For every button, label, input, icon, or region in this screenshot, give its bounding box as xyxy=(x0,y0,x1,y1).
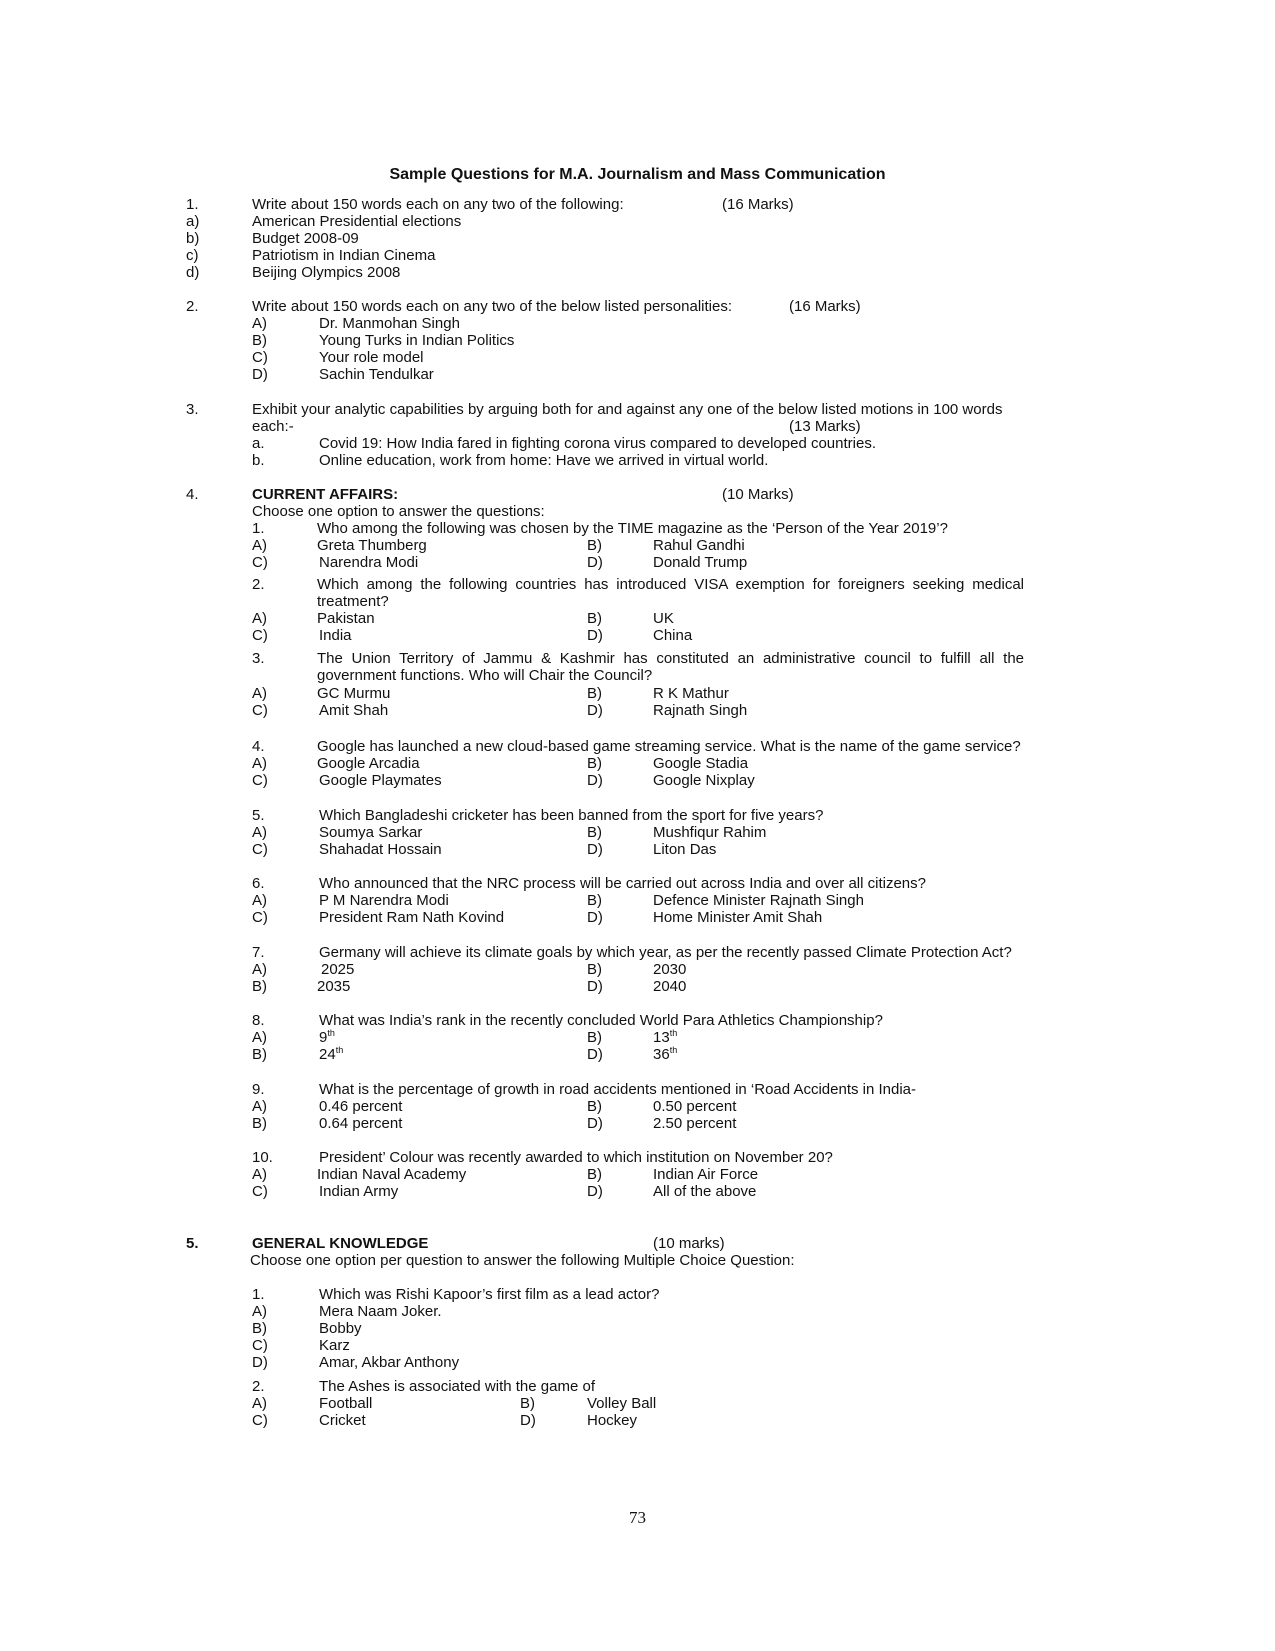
option-text: 13th xyxy=(653,1028,678,1046)
option-text: Volley Ball xyxy=(587,1395,657,1412)
question-number: 1. xyxy=(186,196,199,213)
option-text: Mushfiqur Rahim xyxy=(653,824,767,841)
item-label: b. xyxy=(252,452,265,469)
mcq-text: What was India’s rank in the recently concluded World Para Athletics Championship? xyxy=(319,1012,883,1029)
option-label: B) xyxy=(252,978,267,995)
option-label: B) xyxy=(252,1320,267,1337)
option-text: India xyxy=(319,627,352,644)
mcq-text: Which Bangladeshi cricketer has been banned from the sport for five years? xyxy=(319,807,824,824)
marks-label: (10 Marks) xyxy=(722,486,794,503)
item-text: Dr. Manmohan Singh xyxy=(319,315,460,332)
option-text: Google Arcadia xyxy=(317,755,420,772)
instruction-text: Choose one option to answer the questions: xyxy=(252,503,545,520)
mcq-number: 6. xyxy=(252,875,265,892)
mcq-text: Germany will achieve its climate goals by which year, as per the recently passed Climate Protection Act? xyxy=(319,944,1012,961)
mcq-number: 10. xyxy=(252,1149,273,1166)
option-label: B) xyxy=(587,537,602,554)
option-text: 0.64 percent xyxy=(319,1115,403,1132)
option-text: R K Mathur xyxy=(653,685,729,702)
option-text: Narendra Modi xyxy=(319,554,419,571)
option-label: B) xyxy=(587,961,602,978)
option-text: 24th xyxy=(319,1045,344,1063)
option-text: 2030 xyxy=(653,961,687,978)
question-number: 3. xyxy=(186,401,199,418)
option-text: Defence Minister Rajnath Singh xyxy=(653,892,864,909)
question-number: 4. xyxy=(186,486,199,503)
option-text: Home Minister Amit Shah xyxy=(653,909,823,926)
option-text: Rahul Gandhi xyxy=(653,537,745,554)
mcq-text: Which was Rishi Kapoor’s first film as a lead actor? xyxy=(319,1286,660,1303)
option-text: Amar, Akbar Anthony xyxy=(319,1354,460,1371)
option-label: D) xyxy=(587,702,603,719)
mcq-text: What is the percentage of growth in road accidents mentioned in ‘Road Accidents in India- xyxy=(319,1081,917,1098)
option-text: P M Narendra Modi xyxy=(319,892,449,909)
mcq-text: The Ashes is associated with the game of xyxy=(319,1378,595,1395)
option-text: Google Playmates xyxy=(319,772,442,789)
mcq-number: 2. xyxy=(252,1378,265,1395)
option-label: C) xyxy=(252,1183,268,1200)
option-label: B) xyxy=(587,1029,602,1046)
item-text: Patriotism in Indian Cinema xyxy=(252,247,436,264)
item-label: A) xyxy=(252,315,267,332)
option-label: D) xyxy=(587,1046,603,1063)
option-text: Greta Thumberg xyxy=(317,537,427,554)
option-text: Karz xyxy=(319,1337,350,1354)
option-label: A) xyxy=(252,755,267,772)
option-label: D) xyxy=(520,1412,536,1429)
mcq-number: 7. xyxy=(252,944,265,961)
option-label: D) xyxy=(587,909,603,926)
option-text: Liton Das xyxy=(653,841,717,858)
option-label: C) xyxy=(252,702,268,719)
option-label: A) xyxy=(252,610,267,627)
option-label: C) xyxy=(252,841,268,858)
option-label: B) xyxy=(587,610,602,627)
option-text: Indian Naval Academy xyxy=(317,1166,467,1183)
option-text: Google Stadia xyxy=(653,755,749,772)
option-text: Rajnath Singh xyxy=(653,702,748,719)
option-text: President Ram Nath Kovind xyxy=(319,909,505,926)
option-label: B) xyxy=(587,685,602,702)
mcq-number: 9. xyxy=(252,1081,265,1098)
mcq-number: 2. xyxy=(252,576,265,593)
option-text: Bobby xyxy=(319,1320,362,1337)
item-text: Young Turks in Indian Politics xyxy=(319,332,515,349)
option-label: B) xyxy=(587,824,602,841)
mcq-text: The Union Territory of Jammu & Kashmir has constituted an administrative council to fulfill all the government functions. Who will Chair the Council? xyxy=(317,650,1024,684)
question-text: Write about 150 words each on any two of the below listed personalities: xyxy=(252,298,732,315)
question-text: Write about 150 words each on any two of the following: xyxy=(252,196,624,213)
mcq-number: 1. xyxy=(252,1286,265,1303)
option-label: C) xyxy=(252,909,268,926)
mcq-number: 1. xyxy=(252,520,265,537)
option-label: A) xyxy=(252,537,267,554)
mcq-number: 8. xyxy=(252,1012,265,1029)
option-label: C) xyxy=(252,1337,268,1354)
question-number: 5. xyxy=(186,1235,199,1252)
option-text: Donald Trump xyxy=(653,554,748,571)
option-label: C) xyxy=(252,772,268,789)
option-label: A) xyxy=(252,685,267,702)
item-label: a) xyxy=(186,213,200,230)
option-label: D) xyxy=(587,1115,603,1132)
marks-label: (16 Marks) xyxy=(722,196,794,213)
option-label: B) xyxy=(587,892,602,909)
mcq-number: 5. xyxy=(252,807,265,824)
item-label: B) xyxy=(252,332,267,349)
item-text: Budget 2008-09 xyxy=(252,230,359,247)
marks-label: (13 Marks) xyxy=(789,418,861,435)
option-label: D) xyxy=(587,978,603,995)
option-label: C) xyxy=(252,627,268,644)
marks-label: (10 marks) xyxy=(653,1235,725,1252)
option-text: Soumya Sarkar xyxy=(319,824,423,841)
option-text: Cricket xyxy=(319,1412,366,1429)
marks-label: (16 Marks) xyxy=(789,298,861,315)
option-label: D) xyxy=(252,1354,268,1371)
option-label: A) xyxy=(252,1166,267,1183)
mcq-number: 3. xyxy=(252,650,265,667)
option-label: B) xyxy=(252,1046,267,1063)
option-text: Pakistan xyxy=(317,610,375,627)
mcq-text: President’ Colour was recently awarded to which institution on November 20? xyxy=(319,1149,833,1166)
item-text: Covid 19: How India fared in fighting corona virus compared to developed countries. xyxy=(319,435,876,452)
option-text: China xyxy=(653,627,693,644)
option-label: A) xyxy=(252,961,267,978)
mcq-text: Google has launched a new cloud-based game streaming service. What is the name of the game service? xyxy=(317,738,1021,755)
option-label: D) xyxy=(587,554,603,571)
option-text: All of the above xyxy=(653,1183,757,1200)
option-text: Indian Army xyxy=(319,1183,399,1200)
instruction-text: Choose one option per question to answer the following Multiple Choice Question: xyxy=(250,1252,795,1269)
question-number: 2. xyxy=(186,298,199,315)
item-text: Online education, work from home: Have we arrived in virtual world. xyxy=(319,452,769,469)
option-label: B) xyxy=(252,1115,267,1132)
option-label: D) xyxy=(587,772,603,789)
page-title: Sample Questions for M.A. Journalism and Mass Communication xyxy=(389,166,886,183)
item-label: D) xyxy=(252,366,268,383)
option-text: Mera Naam Joker. xyxy=(319,1303,442,1320)
option-text: 2025 xyxy=(321,961,355,978)
item-label: c) xyxy=(186,247,199,264)
option-label: A) xyxy=(252,824,267,841)
item-label: d) xyxy=(186,264,200,281)
option-text: Shahadat Hossain xyxy=(319,841,442,858)
option-text: Google Nixplay xyxy=(653,772,755,789)
option-label: C) xyxy=(252,1412,268,1429)
option-text: 2040 xyxy=(653,978,687,995)
option-label: B) xyxy=(587,1166,602,1183)
question-text: Exhibit your analytic capabilities by arguing both for and against any one of the below listed motions in 100 words xyxy=(252,401,1003,418)
item-text: Beijing Olympics 2008 xyxy=(252,264,401,281)
option-text: 0.46 percent xyxy=(319,1098,403,1115)
option-text: Hockey xyxy=(587,1412,638,1429)
option-text: Football xyxy=(319,1395,373,1412)
page-number: 73 xyxy=(629,1508,646,1527)
option-label: C) xyxy=(252,554,268,571)
section-heading: GENERAL KNOWLEDGE xyxy=(252,1235,429,1252)
option-text: 36th xyxy=(653,1045,678,1063)
mcq-text: Who announced that the NRC process will be carried out across India and over all citizens? xyxy=(319,875,926,892)
option-text: 9th xyxy=(319,1028,335,1046)
item-label: C) xyxy=(252,349,268,366)
option-label: A) xyxy=(252,1303,267,1320)
item-text: Your role model xyxy=(319,349,424,366)
item-text: Sachin Tendulkar xyxy=(319,366,434,383)
option-label: B) xyxy=(520,1395,535,1412)
option-text: UK xyxy=(653,610,674,627)
option-text: GC Murmu xyxy=(317,685,391,702)
option-text: 2.50 percent xyxy=(653,1115,737,1132)
question-text-continued: each:- xyxy=(252,418,294,435)
option-label: B) xyxy=(587,755,602,772)
option-text: 2035 xyxy=(317,978,351,995)
option-label: D) xyxy=(587,1183,603,1200)
option-label: B) xyxy=(587,1098,602,1115)
option-text: Indian Air Force xyxy=(653,1166,759,1183)
item-label: a. xyxy=(252,435,265,452)
option-label: A) xyxy=(252,892,267,909)
mcq-text: Which among the following countries has introduced VISA exemption for foreigners seeking medical treatment? xyxy=(317,576,1024,610)
option-label: D) xyxy=(587,841,603,858)
item-label: b) xyxy=(186,230,200,247)
section-heading: CURRENT AFFAIRS: xyxy=(252,486,399,503)
option-label: A) xyxy=(252,1098,267,1115)
mcq-text: Who among the following was chosen by the TIME magazine as the ‘Person of the Year 2019’? xyxy=(317,520,948,537)
option-label: A) xyxy=(252,1395,267,1412)
option-text: 0.50 percent xyxy=(653,1098,737,1115)
mcq-number: 4. xyxy=(252,738,265,755)
item-text: American Presidential elections xyxy=(252,213,462,230)
option-label: A) xyxy=(252,1029,267,1046)
option-label: D) xyxy=(587,627,603,644)
option-text: Amit Shah xyxy=(319,702,389,719)
